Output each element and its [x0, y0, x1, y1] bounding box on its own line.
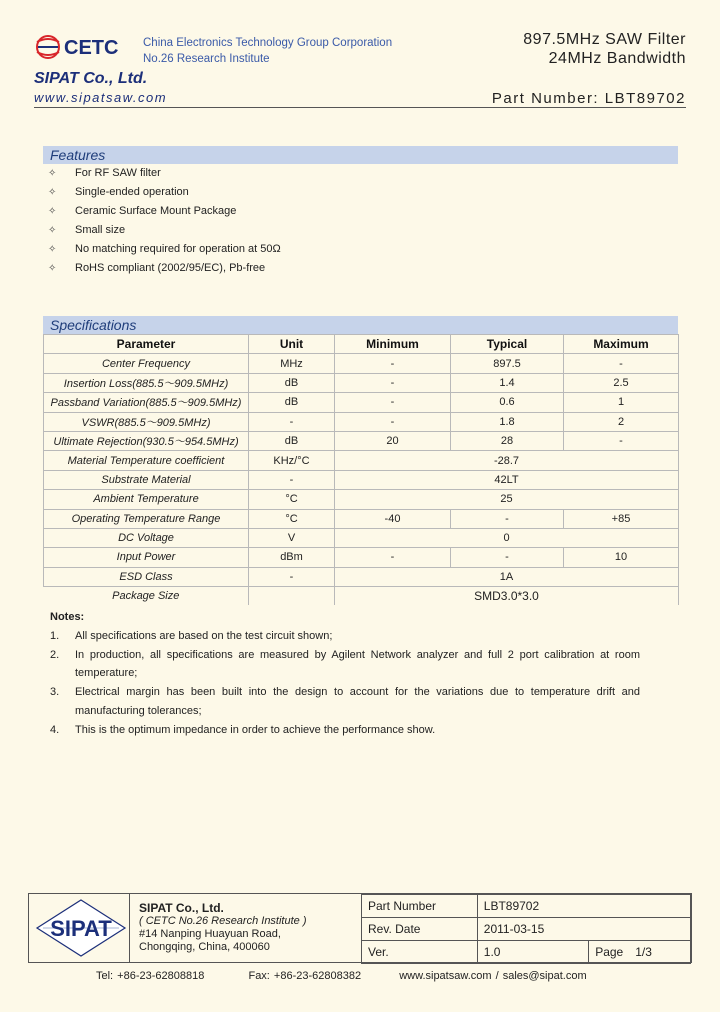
note-text: In production, all specifications are measured by Agilent Network analyzer and full 2 port calibration at room temperature; [75, 648, 640, 680]
table-row [44, 528, 679, 547]
note-number: 2. [50, 648, 60, 661]
table-row [44, 470, 679, 489]
max-cell: 2 [564, 412, 679, 431]
footer-company-info [139, 902, 307, 954]
feature-text: Single-ended operation [75, 186, 189, 198]
min-cell: - [335, 412, 451, 431]
company-website[interactable]: www.sipatsaw.com [34, 90, 168, 105]
footer-box [28, 893, 692, 963]
min-cell: - [335, 548, 451, 567]
table-header-row [44, 335, 679, 354]
min-cell: - [335, 373, 451, 392]
unit-cell: MHz [249, 354, 335, 373]
unit-cell: - [249, 412, 335, 431]
table-row [44, 509, 679, 528]
table-row [44, 490, 679, 509]
part-number-label: Part Number [362, 895, 478, 918]
diamond-bullet-icon: ✧ [48, 168, 57, 179]
param-cell: DC Voltage [44, 528, 249, 547]
fax-text: Fax: +86-23-62808382 [248, 970, 362, 982]
note-item [50, 721, 640, 740]
ver-label: Ver. [362, 941, 478, 964]
feature-item [48, 184, 281, 203]
specifications-table [43, 334, 679, 605]
value-cell: 42LT [335, 470, 679, 489]
note-number: 1. [50, 629, 60, 642]
param-cell: Material Temperature coefficient [44, 451, 249, 470]
rev-date-value: 2011-03-15 [477, 918, 690, 941]
page-indicator [589, 941, 691, 964]
typ-cell: - [451, 548, 564, 567]
ver-value: 1.0 [477, 941, 588, 964]
notes-section [50, 608, 640, 740]
typ-cell: 28 [451, 431, 564, 450]
param-cell: Ultimate Rejection(930.5～954.5MHz) [44, 431, 249, 450]
unit-cell [249, 587, 335, 606]
feature-item [48, 203, 281, 222]
max-cell: +85 [564, 509, 679, 528]
max-cell: 1 [564, 393, 679, 412]
cetc-logo-text: CETC [64, 37, 119, 59]
cetc-logo [34, 30, 130, 64]
company-name: SIPAT Co., Ltd. [34, 70, 148, 87]
feature-text: Small size [75, 224, 126, 236]
footer-institute: ( CETC No.26 Research Institute ) [139, 915, 307, 927]
max-cell: - [564, 354, 679, 373]
table-row [44, 548, 679, 567]
table-row [44, 451, 679, 470]
table-row [44, 354, 679, 373]
sipat-logo-text: SIPAT [50, 916, 112, 941]
note-item [50, 646, 640, 684]
footer-doc-info-table [361, 894, 691, 964]
specifications-heading: Specifications [43, 316, 678, 334]
typ-cell: 1.8 [451, 412, 564, 431]
param-cell: Insertion Loss(885.5～909.5MHz) [44, 373, 249, 392]
note-text: Electrical margin has been built into the design to account for the variations due to temperature drift and manufacturing tolerances; [75, 686, 640, 717]
unit-cell: dB [249, 373, 335, 392]
table-row [362, 941, 691, 964]
table-row [44, 567, 679, 586]
max-cell: 10 [564, 548, 679, 567]
unit-cell: °C [249, 509, 335, 528]
page-value: 1/3 [635, 945, 652, 959]
max-cell: - [564, 431, 679, 450]
footer-divider [129, 894, 130, 962]
min-cell: 20 [335, 431, 451, 450]
table-row [362, 918, 691, 941]
contact-line [96, 970, 587, 982]
col-header-typical: Typical [451, 335, 564, 354]
param-cell: Input Power [44, 548, 249, 567]
cetc-line-2: No.26 Research Institute [143, 53, 270, 65]
table-row [362, 895, 691, 918]
unit-cell: °C [249, 490, 335, 509]
header-divider [34, 107, 686, 108]
diamond-bullet-icon: ✧ [48, 187, 57, 198]
typ-cell: 1.4 [451, 373, 564, 392]
typ-cell: 897.5 [451, 354, 564, 373]
unit-cell: KHz/°C [249, 451, 335, 470]
typ-cell: 0.6 [451, 393, 564, 412]
note-item [50, 683, 640, 721]
sipat-logo [35, 898, 127, 958]
feature-item [48, 260, 281, 279]
footer-address-1: #14 Nanping Huayuan Road, [139, 928, 281, 940]
rev-date-label: Rev. Date [362, 918, 478, 941]
table-row [44, 412, 679, 431]
unit-cell: - [249, 470, 335, 489]
min-cell: - [335, 393, 451, 412]
table-row [44, 431, 679, 450]
param-cell: Ambient Temperature [44, 490, 249, 509]
product-title [523, 30, 686, 68]
feature-text: Ceramic Surface Mount Package [75, 205, 237, 217]
value-cell: SMD3.0*3.0 [335, 587, 679, 606]
typ-cell: - [451, 509, 564, 528]
feature-item [48, 165, 281, 184]
note-number: 4. [50, 723, 60, 736]
param-cell: Center Frequency [44, 354, 249, 373]
diamond-bullet-icon: ✧ [48, 244, 57, 255]
value-cell: 1A [335, 567, 679, 586]
cetc-line-1: China Electronics Technology Group Corporation [143, 37, 393, 49]
col-header-maximum: Maximum [564, 335, 679, 354]
cetc-globe-icon [37, 36, 59, 58]
min-cell: -40 [335, 509, 451, 528]
param-cell: Package Size [44, 587, 249, 606]
part-number-header: Part Number: LBT89702 [491, 90, 686, 107]
features-heading: Features [43, 146, 678, 164]
note-number: 3. [50, 686, 60, 699]
table-row [44, 393, 679, 412]
param-cell: Operating Temperature Range [44, 509, 249, 528]
table-row [44, 587, 679, 606]
feature-item [48, 222, 281, 241]
features-list [48, 165, 281, 279]
notes-title: Notes: [50, 611, 85, 623]
diamond-bullet-icon: ✧ [48, 263, 57, 274]
diamond-bullet-icon: ✧ [48, 206, 57, 217]
diamond-bullet-icon: ✧ [48, 225, 57, 236]
note-text: This is the optimum impedance in order to achieve the performance show. [75, 723, 436, 736]
col-header-parameter: Parameter [44, 335, 249, 354]
unit-cell: - [249, 567, 335, 586]
col-header-minimum: Minimum [335, 335, 451, 354]
param-cell: Substrate Material [44, 470, 249, 489]
cetc-org-name [143, 35, 392, 67]
product-title-line-2: 24MHz Bandwidth [548, 50, 686, 67]
part-number-value: LBT89702 [477, 895, 690, 918]
footer-company-name: SIPAT Co., Ltd. [139, 901, 224, 915]
feature-item [48, 241, 281, 260]
param-cell: Passband Variation(885.5～909.5MHz) [44, 393, 249, 412]
param-cell: ESD Class [44, 567, 249, 586]
page-label: Page [595, 945, 624, 959]
web-email-text[interactable]: www.sipatsaw.com / sales@sipat.com [399, 970, 587, 982]
unit-cell: dB [249, 431, 335, 450]
note-text: All specifications are based on the test circuit shown; [75, 629, 333, 642]
col-header-unit: Unit [249, 335, 335, 354]
value-cell: -28.7 [335, 451, 679, 470]
tel-text: Tel: +86-23-62808818 [96, 970, 205, 982]
value-cell: 25 [335, 490, 679, 509]
feature-text: For RF SAW filter [75, 167, 161, 179]
unit-cell: V [249, 528, 335, 547]
max-cell: 2.5 [564, 373, 679, 392]
feature-text: No matching required for operation at 50Ω [75, 243, 281, 255]
product-title-line-1: 897.5MHz SAW Filter [523, 31, 686, 48]
footer-address-2: Chongqing, China, 400060 [139, 941, 270, 953]
table-row [44, 373, 679, 392]
value-cell: 0 [335, 528, 679, 547]
feature-text: RoHS compliant (2002/95/EC), Pb-free [75, 262, 266, 274]
param-cell: VSWR(885.5～909.5MHz) [44, 412, 249, 431]
unit-cell: dB [249, 393, 335, 412]
unit-cell: dBm [249, 548, 335, 567]
note-item [50, 627, 640, 646]
min-cell: - [335, 354, 451, 373]
